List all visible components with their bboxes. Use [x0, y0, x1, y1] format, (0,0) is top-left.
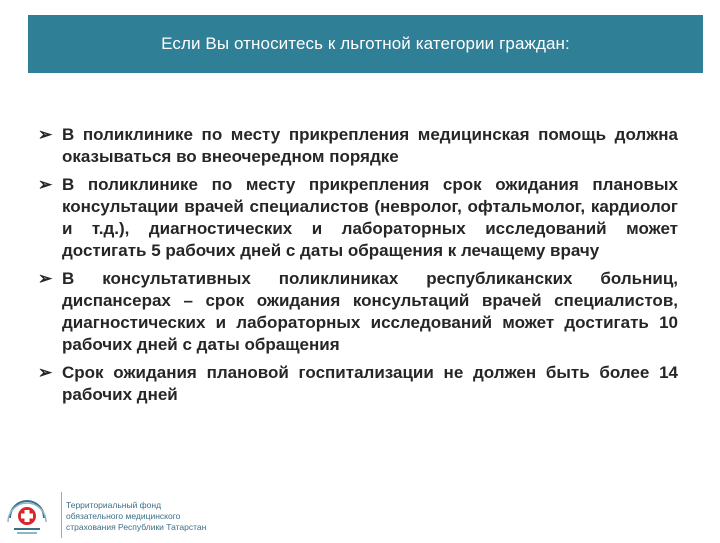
- bullet-text: В поликлинике по месту прикрепления медицинская помощь должна оказываться во внеочередном порядке: [62, 125, 678, 166]
- arrow-bullet-icon: ➢: [38, 269, 53, 288]
- bullet-item: [38, 268, 678, 356]
- bullet-item: [38, 124, 678, 168]
- slide-header: [28, 15, 703, 73]
- footer-line: обязательного медицинского: [66, 511, 181, 521]
- footer-organization: [66, 500, 236, 533]
- bullet-text: В поликлинике по месту прикрепления срок ожидания плановых консультации врачей специалистов (невролог, офтальмолог, кардиолог и т.д.), диагностических и лабораторных исследований может достигать 5 рабочих дней с даты обращения к лечащему врачу: [62, 175, 678, 260]
- arrow-bullet-icon: ➢: [38, 175, 53, 194]
- bullet-item: [38, 174, 678, 262]
- bullet-item: [38, 362, 678, 406]
- footer-line: страхования Республики Татарстан: [66, 522, 207, 532]
- arrow-bullet-icon: ➢: [38, 125, 53, 144]
- footer-line: Территориальный фонд: [66, 500, 162, 510]
- slide-title: Если Вы относитесь к льготной категории граждан:: [161, 34, 570, 53]
- fund-logo-icon: [4, 492, 50, 538]
- arrow-bullet-icon: ➢: [38, 363, 53, 382]
- bullet-text: Срок ожидания плановой госпитализации не должен быть более 14 рабочих дней: [62, 363, 678, 404]
- bullet-list: [38, 124, 678, 412]
- footer-divider: [61, 492, 62, 538]
- bullet-text: В консультативных поликлиниках республиканских больниц, диспансерах – срок ожидания консультаций врачей специалистов, диагностических и лабораторных исследований может достигать 10 рабочих дней с даты обращения: [62, 269, 678, 354]
